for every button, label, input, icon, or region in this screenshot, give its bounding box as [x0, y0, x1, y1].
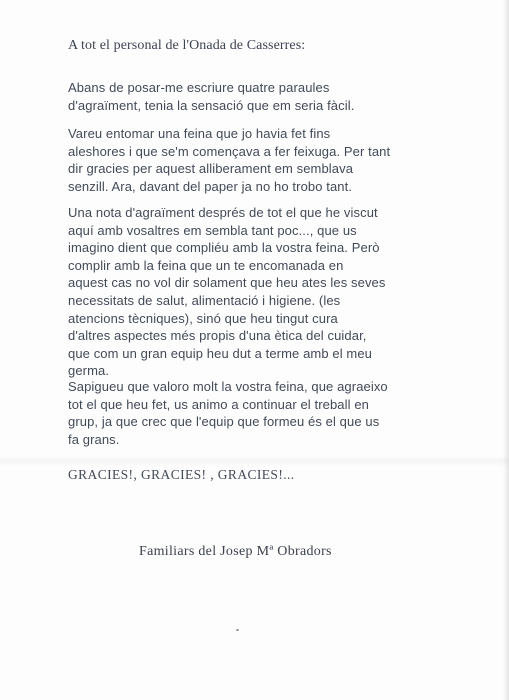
letter-paragraph-1: Abans de posar-me escriure quatre paraules d'agraïment, tenia la sensació que em seria fàcil. [68, 80, 355, 113]
scan-speck [236, 629, 239, 631]
scan-streak [0, 456, 509, 466]
letter-closing: GRACIES!, GRACIES! , GRACIES!... [68, 467, 295, 482]
letter-paragraph-4: Sapigueu que valoro molt la vostra feina, que agraeixo tot el que heu fet, us animo a continuar el treball en grup, ja que crec que l'equip que formeu és el que us fa grans. [68, 379, 388, 447]
page-edge-shadow [503, 0, 509, 700]
letter-paragraph-3: Una nota d'agraïment després de tot el que he viscut aquí amb vosaltres em sembla tant poc..., que us imagino dient que compliéu amb la vostra feina. Però complir amb la feina que un te encomanada en aquest cas no vol dir solament que heu ates les seves necessitats de salut, alimentació i higiene. (les atencions tècniques), sinó que heu tingut cura d'altres aspectes més propis d'una ètica del cuidar, que com un gran equip heu dut a terme amb el meu germa. [68, 205, 386, 379]
letter-signature: Familiars del Josep Mª Obradors [139, 544, 332, 559]
letter-paragraph-2: Vareu entomar una feina que jo havia fet fins aleshores i que se'm començava a fer feixuga. Per tant dir gracies per aquest alliberament em semblava senzill. Ara, davant del paper ja no ho trobo tant. [68, 126, 391, 194]
letter-greeting: A tot el personal de l'Onada de Casserres: [68, 38, 306, 53]
